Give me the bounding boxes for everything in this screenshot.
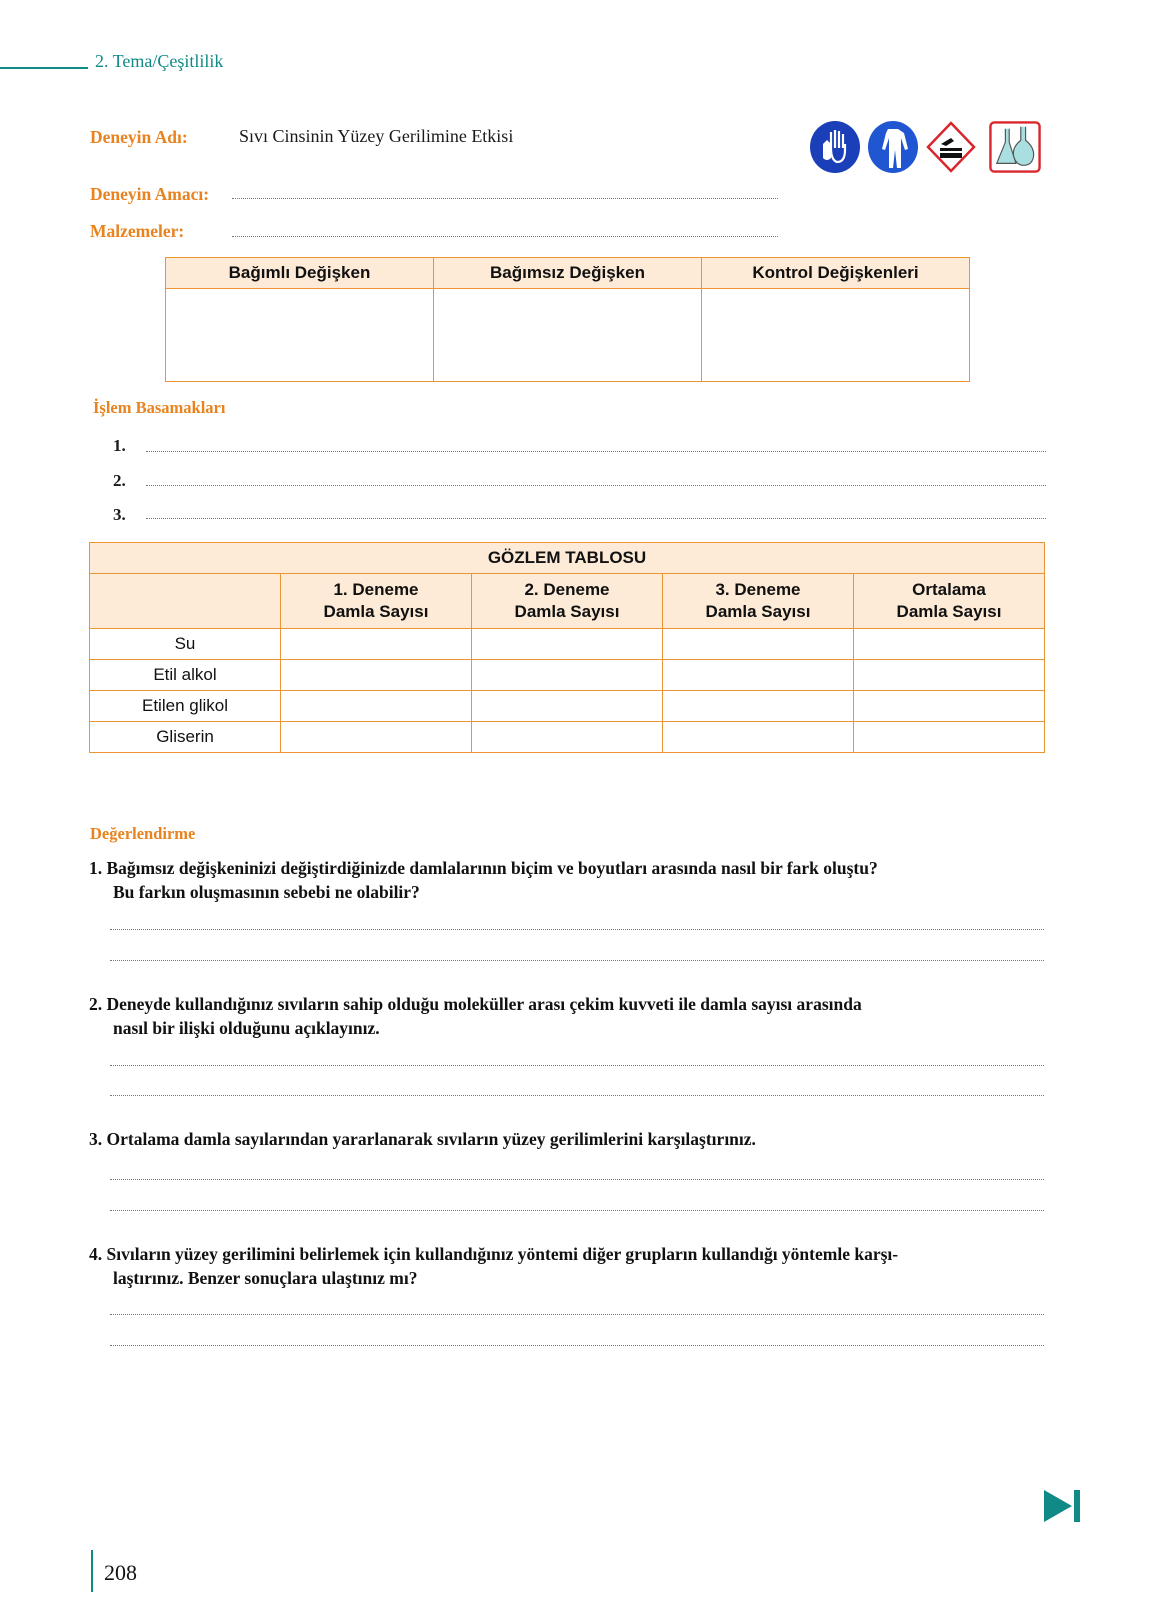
variables-table: [165, 257, 970, 382]
protective-suit-icon: [867, 120, 919, 174]
table-row: [90, 660, 1045, 691]
data-cell[interactable]: [281, 629, 472, 660]
lab-glassware-icon: [989, 120, 1041, 174]
steps-title: İşlem Basamakları: [93, 398, 226, 417]
experiment-name-label: Deneyin Adı:: [90, 127, 188, 147]
control-variables-cell[interactable]: [702, 289, 970, 382]
next-page-icon[interactable]: [1044, 1490, 1084, 1522]
answer-line[interactable]: [110, 1345, 1044, 1346]
page-number-bar: [91, 1550, 93, 1592]
data-cell[interactable]: [663, 691, 854, 722]
data-cell[interactable]: [472, 629, 663, 660]
experiment-name-value: Sıvı Cinsinin Yüzey Gerilimine Etkisi: [239, 126, 514, 146]
chapter-title: 2. Tema/Çeşitlilik: [95, 51, 224, 71]
step-input-line[interactable]: [146, 518, 1046, 519]
data-cell[interactable]: [472, 722, 663, 753]
experiment-purpose-label: Deneyin Amacı:: [90, 184, 210, 204]
independent-variable-cell[interactable]: [434, 289, 702, 382]
materials-label: Malzemeler:: [90, 221, 185, 241]
data-cell[interactable]: [854, 691, 1045, 722]
data-cell[interactable]: [472, 660, 663, 691]
page-number: 208: [104, 1560, 137, 1585]
evaluation-title: Değerlendirme: [90, 824, 196, 843]
data-cell[interactable]: [281, 722, 472, 753]
liquid-label: Etilen glikol: [90, 691, 281, 722]
step-input-line[interactable]: [146, 485, 1046, 486]
average-header: Ortalama Damla Sayısı: [854, 574, 1045, 629]
data-cell[interactable]: [854, 629, 1045, 660]
observation-table: [89, 542, 1045, 753]
answer-line[interactable]: [110, 1095, 1044, 1096]
step-input-line[interactable]: [146, 451, 1046, 452]
independent-variable-header: Bağımsız Değişken: [434, 258, 702, 289]
answer-line[interactable]: [110, 1065, 1044, 1066]
question-1: 1. Bağımsız değişkeninizi değiştirdiğinizde damlalarının biçim ve boyutları arasında nasıl bir fark oluştu? Bu farkın oluşmasının sebebi ne olabilir?: [89, 858, 878, 902]
observation-table-title: GÖZLEM TABLOSU: [90, 543, 1045, 574]
data-cell[interactable]: [663, 722, 854, 753]
materials-input-line[interactable]: [232, 236, 778, 237]
trial-3-header: 3. Deneme Damla Sayısı: [663, 574, 854, 629]
answer-line[interactable]: [110, 960, 1044, 961]
dependent-variable-header: Bağımlı Değişken: [166, 258, 434, 289]
table-row: [90, 629, 1045, 660]
data-cell[interactable]: [281, 691, 472, 722]
question-3: 3. Ortalama damla sayılarından yararlanarak sıvıların yüzey gerilimlerini karşılaştırınız.: [89, 1129, 756, 1149]
step-number: 2.: [113, 471, 126, 490]
data-cell[interactable]: [281, 660, 472, 691]
step-number: 1.: [113, 436, 126, 455]
liquid-label: Su: [90, 629, 281, 660]
answer-line[interactable]: [110, 1210, 1044, 1211]
data-cell[interactable]: [663, 629, 854, 660]
empty-corner-header: [90, 574, 281, 629]
data-cell[interactable]: [663, 660, 854, 691]
data-cell[interactable]: [472, 691, 663, 722]
table-row: [90, 722, 1045, 753]
control-variables-header: Kontrol Değişkenleri: [702, 258, 970, 289]
gloves-icon: [809, 120, 861, 174]
answer-line[interactable]: [110, 1179, 1044, 1180]
trial-2-header: 2. Deneme Damla Sayısı: [472, 574, 663, 629]
data-cell[interactable]: [854, 660, 1045, 691]
answer-line[interactable]: [110, 929, 1044, 930]
table-row: [90, 691, 1045, 722]
answer-line[interactable]: [110, 1314, 1044, 1315]
step-number: 3.: [113, 505, 126, 524]
safety-icons: [809, 120, 1041, 174]
liquid-label: Etil alkol: [90, 660, 281, 691]
corrosive-hazard-icon: [925, 120, 977, 174]
data-cell[interactable]: [854, 722, 1045, 753]
liquid-label: Gliserin: [90, 722, 281, 753]
trial-1-header: 1. Deneme Damla Sayısı: [281, 574, 472, 629]
purpose-input-line[interactable]: [232, 198, 778, 199]
header-rule: [0, 67, 88, 69]
dependent-variable-cell[interactable]: [166, 289, 434, 382]
question-2: 2. Deneyde kullandığınız sıvıların sahip olduğu moleküller arası çekim kuvveti ile damla sayısı arasında nasıl bir ilişki olduğunu açıklayınız.: [89, 994, 862, 1038]
question-4: 4. Sıvıların yüzey gerilimini belirlemek için kullandığınız yöntemi diğer grupların kullandığı yöntemle karşı- laştırınız. Benzer sonuçlara ulaştınız mı?: [89, 1244, 899, 1288]
